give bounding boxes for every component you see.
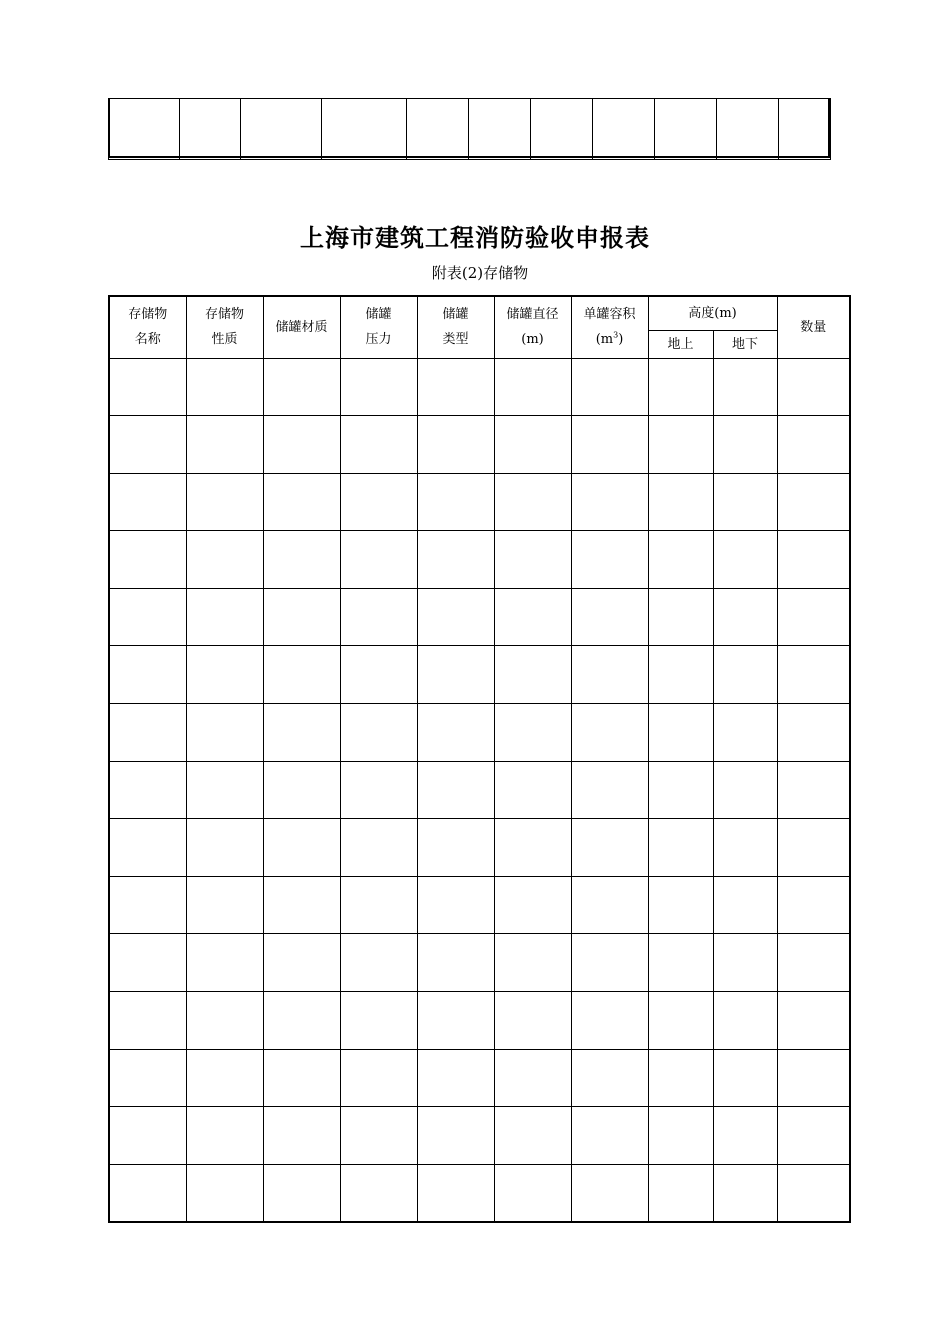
table-cell[interactable]	[494, 358, 571, 416]
table-cell[interactable]	[777, 819, 850, 877]
top-cell	[779, 99, 831, 160]
table-cell[interactable]	[494, 704, 571, 762]
table-cell[interactable]	[648, 1107, 713, 1165]
table-row	[109, 473, 850, 531]
table-cell[interactable]	[263, 416, 340, 474]
table-cell[interactable]	[263, 473, 340, 531]
table-cell[interactable]	[186, 992, 263, 1050]
table-cell[interactable]	[109, 704, 186, 762]
table-cell[interactable]	[263, 819, 340, 877]
table-cell[interactable]	[109, 1107, 186, 1165]
table-cell[interactable]	[186, 1164, 263, 1222]
table-cell[interactable]	[263, 1049, 340, 1107]
table-cell[interactable]	[777, 646, 850, 704]
table-cell[interactable]	[340, 704, 417, 762]
table-cell[interactable]	[777, 992, 850, 1050]
top-cell	[655, 99, 717, 160]
top-cell	[717, 99, 779, 160]
table-cell[interactable]	[494, 646, 571, 704]
table-cell[interactable]	[109, 876, 186, 934]
table-cell[interactable]	[494, 1107, 571, 1165]
table-cell[interactable]	[648, 588, 713, 646]
table-cell[interactable]	[713, 416, 777, 474]
table-cell[interactable]	[340, 992, 417, 1050]
table-cell[interactable]	[340, 646, 417, 704]
table-cell[interactable]	[777, 358, 850, 416]
top-cell	[469, 99, 531, 160]
table-body	[109, 358, 850, 1222]
table-cell[interactable]	[648, 1164, 713, 1222]
table-cell[interactable]	[494, 934, 571, 992]
header-name: 存储物 名称	[109, 296, 186, 358]
table-cell[interactable]	[713, 1049, 777, 1107]
storage-table	[108, 295, 851, 1223]
header-type: 储罐 类型	[417, 296, 494, 358]
table-cell[interactable]	[340, 358, 417, 416]
table-cell[interactable]	[417, 1049, 494, 1107]
top-cell	[407, 99, 469, 160]
table-cell[interactable]	[340, 588, 417, 646]
header-diameter: 储罐直径 (m)	[494, 296, 571, 358]
table-cell[interactable]	[494, 1164, 571, 1222]
table-cell[interactable]	[340, 1049, 417, 1107]
table-row	[109, 531, 850, 589]
table-cell[interactable]	[777, 1164, 850, 1222]
table-cell[interactable]	[263, 704, 340, 762]
table-cell[interactable]	[263, 358, 340, 416]
table-cell[interactable]	[571, 1164, 648, 1222]
table-cell[interactable]	[494, 819, 571, 877]
table-cell[interactable]	[713, 588, 777, 646]
top-cell	[531, 99, 593, 160]
table-cell[interactable]	[494, 473, 571, 531]
table-cell[interactable]	[417, 704, 494, 762]
table-cell[interactable]	[186, 934, 263, 992]
header-property: 存储物 性质	[186, 296, 263, 358]
table-cell[interactable]	[417, 992, 494, 1050]
table-cell[interactable]	[713, 819, 777, 877]
table-cell[interactable]	[263, 934, 340, 992]
table-cell[interactable]	[648, 992, 713, 1050]
table-cell[interactable]	[417, 473, 494, 531]
table-cell[interactable]	[109, 531, 186, 589]
header-below-ground: 地下	[713, 330, 777, 358]
header-volume: 单罐容积 $(m^3)$	[571, 296, 648, 358]
table-row	[109, 416, 850, 474]
table-row	[109, 358, 850, 416]
table-row	[109, 934, 850, 992]
table-cell[interactable]	[109, 646, 186, 704]
table-cell[interactable]	[648, 704, 713, 762]
table-row	[109, 704, 850, 762]
table-cell[interactable]	[186, 588, 263, 646]
table-cell[interactable]	[571, 531, 648, 589]
table-cell[interactable]	[186, 531, 263, 589]
table-cell[interactable]	[648, 934, 713, 992]
table-cell[interactable]	[263, 588, 340, 646]
table-row	[109, 761, 850, 819]
table-cell[interactable]	[777, 1107, 850, 1165]
table-cell[interactable]	[186, 876, 263, 934]
table-cell[interactable]	[109, 1049, 186, 1107]
table-cell[interactable]	[571, 646, 648, 704]
table-cell[interactable]	[777, 761, 850, 819]
table-cell[interactable]	[263, 761, 340, 819]
table-cell[interactable]	[109, 588, 186, 646]
table-cell[interactable]	[417, 876, 494, 934]
table-cell[interactable]	[417, 588, 494, 646]
table-row	[109, 876, 850, 934]
table-cell[interactable]	[340, 934, 417, 992]
table-cell[interactable]	[186, 819, 263, 877]
table-cell[interactable]	[777, 1049, 850, 1107]
table-cell[interactable]	[340, 416, 417, 474]
table-cell[interactable]	[713, 1164, 777, 1222]
table-cell[interactable]	[648, 531, 713, 589]
table-cell[interactable]	[777, 876, 850, 934]
table-cell[interactable]	[263, 992, 340, 1050]
table-cell[interactable]	[186, 704, 263, 762]
table-cell[interactable]	[713, 646, 777, 704]
table-cell[interactable]	[417, 1164, 494, 1222]
table-cell[interactable]	[340, 1164, 417, 1222]
table-row	[109, 588, 850, 646]
table-cell[interactable]	[494, 761, 571, 819]
table-cell[interactable]	[571, 416, 648, 474]
table-cell[interactable]	[186, 1049, 263, 1107]
table-cell[interactable]	[494, 588, 571, 646]
table-row	[109, 646, 850, 704]
table-cell[interactable]	[777, 416, 850, 474]
table-cell[interactable]	[340, 876, 417, 934]
table-row	[109, 1049, 850, 1107]
top-cell	[180, 99, 241, 160]
table-cell[interactable]	[571, 1049, 648, 1107]
top-cell	[241, 99, 322, 160]
table-cell[interactable]	[186, 761, 263, 819]
top-cell	[109, 99, 180, 160]
table-cell[interactable]	[263, 876, 340, 934]
table-cell[interactable]	[494, 416, 571, 474]
table-cell[interactable]	[186, 646, 263, 704]
table-cell[interactable]	[417, 934, 494, 992]
table-cell[interactable]	[571, 876, 648, 934]
page-title: 上海市建筑工程消防验收申报表	[300, 223, 650, 252]
table-cell[interactable]	[109, 1164, 186, 1222]
table-cell[interactable]	[109, 934, 186, 992]
table-cell[interactable]	[777, 704, 850, 762]
table-cell[interactable]	[263, 1107, 340, 1165]
table-cell[interactable]	[713, 704, 777, 762]
header-height: 高度(m)	[648, 296, 777, 330]
table-cell[interactable]	[571, 761, 648, 819]
table-cell[interactable]	[417, 358, 494, 416]
table-cell[interactable]	[417, 416, 494, 474]
header-pressure: 储罐 压力	[340, 296, 417, 358]
table-row	[109, 1164, 850, 1222]
header-material: 储罐材质	[263, 296, 340, 358]
table-cell[interactable]	[713, 358, 777, 416]
table-cell[interactable]	[417, 1107, 494, 1165]
table-cell[interactable]	[186, 416, 263, 474]
table-cell[interactable]	[109, 473, 186, 531]
table-cell[interactable]	[648, 473, 713, 531]
table-cell[interactable]	[263, 1164, 340, 1222]
table-cell[interactable]	[713, 531, 777, 589]
table-cell[interactable]	[186, 473, 263, 531]
table-cell[interactable]	[263, 646, 340, 704]
table-cell[interactable]	[713, 876, 777, 934]
table-cell[interactable]	[571, 473, 648, 531]
table-row	[109, 819, 850, 877]
table-cell[interactable]	[186, 1107, 263, 1165]
table-cell[interactable]	[648, 646, 713, 704]
table-cell[interactable]	[494, 876, 571, 934]
table-cell[interactable]	[777, 934, 850, 992]
table-cell[interactable]	[648, 1049, 713, 1107]
table-cell[interactable]	[777, 588, 850, 646]
table-cell[interactable]	[263, 531, 340, 589]
table-cell[interactable]	[571, 588, 648, 646]
table-cell[interactable]	[713, 934, 777, 992]
header-above-ground: 地上	[648, 330, 713, 358]
table-cell[interactable]	[571, 358, 648, 416]
table-cell[interactable]	[571, 992, 648, 1050]
table-cell[interactable]	[340, 531, 417, 589]
top-cell	[593, 99, 655, 160]
table-cell[interactable]	[713, 473, 777, 531]
table-cell[interactable]	[713, 761, 777, 819]
table-cell[interactable]	[109, 992, 186, 1050]
top-continuation-table	[108, 98, 831, 160]
table-cell[interactable]	[417, 646, 494, 704]
table-cell[interactable]	[571, 819, 648, 877]
table-cell[interactable]	[340, 473, 417, 531]
table-cell[interactable]	[648, 819, 713, 877]
table-cell[interactable]	[571, 934, 648, 992]
table-cell[interactable]	[648, 358, 713, 416]
table-cell[interactable]	[494, 992, 571, 1050]
table-cell[interactable]	[109, 358, 186, 416]
page-subtitle: 附表(2)存储物	[431, 264, 529, 282]
table-cell[interactable]	[713, 1107, 777, 1165]
header-quantity: 数量	[777, 296, 850, 358]
top-cell	[322, 99, 407, 160]
table-row	[109, 992, 850, 1050]
table-cell[interactable]	[186, 358, 263, 416]
table-cell[interactable]	[109, 416, 186, 474]
table-cell[interactable]	[777, 531, 850, 589]
table-cell[interactable]	[571, 1107, 648, 1165]
table-cell[interactable]	[417, 761, 494, 819]
table-cell[interactable]	[494, 531, 571, 589]
table-cell[interactable]	[340, 819, 417, 877]
table-cell[interactable]	[340, 1107, 417, 1165]
table-cell[interactable]	[648, 416, 713, 474]
table-cell[interactable]	[777, 473, 850, 531]
table-cell[interactable]	[109, 761, 186, 819]
table-cell[interactable]	[417, 531, 494, 589]
table-cell[interactable]	[648, 761, 713, 819]
table-cell[interactable]	[109, 819, 186, 877]
table-cell[interactable]	[571, 704, 648, 762]
table-cell[interactable]	[340, 761, 417, 819]
table-cell[interactable]	[494, 1049, 571, 1107]
table-cell[interactable]	[713, 992, 777, 1050]
table-row	[109, 1107, 850, 1165]
table-cell[interactable]	[648, 876, 713, 934]
table-cell[interactable]	[417, 819, 494, 877]
